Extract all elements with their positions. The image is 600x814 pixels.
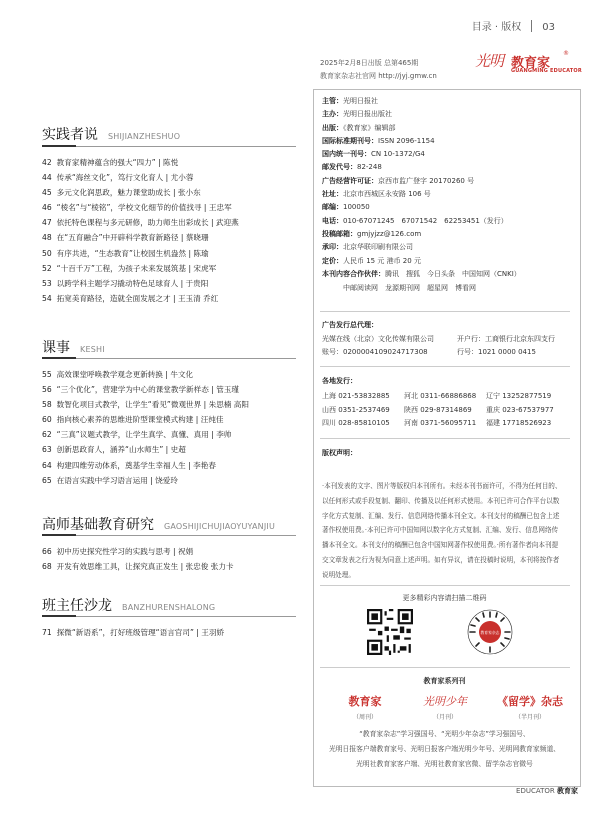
divider bbox=[320, 438, 570, 439]
qr-code-left[interactable] bbox=[367, 609, 413, 655]
qr-badge-text: 教育家杂志 bbox=[480, 630, 500, 635]
registered-mark: ® bbox=[563, 50, 569, 57]
toc-list-shijian bbox=[42, 155, 300, 306]
masthead-key: 邮发代号： bbox=[322, 163, 357, 172]
section-title-gaoshi bbox=[42, 514, 275, 534]
section-accent bbox=[42, 615, 76, 617]
toc-title: “十百千万”工程，为孩子未来发展筑基 | 宋虎军 bbox=[56, 263, 217, 273]
toc-page-number: 58 bbox=[42, 400, 52, 410]
section-pinyin: SHIJIANZHESHUO bbox=[108, 132, 181, 141]
section-title-banzhuren bbox=[42, 595, 215, 615]
masthead-info bbox=[322, 95, 572, 281]
toc-title: 开发有效思维工具，让探究真正发生 | 张忠俊 张力卡 bbox=[56, 562, 234, 572]
qr-code-right[interactable] bbox=[467, 609, 513, 655]
brand-english: GUANGMING EDUCATOR bbox=[511, 68, 582, 74]
masthead-key: 本刊内容合作伙伴： bbox=[322, 269, 385, 278]
masthead-key: 邮编： bbox=[322, 203, 343, 212]
masthead-row bbox=[322, 241, 572, 254]
footer-brand: 教育家 bbox=[557, 787, 578, 795]
toc-list-banzhuren bbox=[42, 625, 300, 640]
series-platforms bbox=[322, 727, 567, 772]
toc-title: 数智化项目式教学，让学生“看见”微观世界 | 朱思楠 高阳 bbox=[56, 400, 249, 410]
toc-page-number: 68 bbox=[42, 562, 52, 572]
toc-title: “三个优化”，营建学为中心的课堂教学新样态 | 管玉瑾 bbox=[56, 385, 239, 395]
distribution-contact: 上海 021-53832885 bbox=[322, 392, 390, 400]
toc-item[interactable] bbox=[42, 261, 300, 276]
series-title: 教育家系列刊 bbox=[423, 677, 466, 685]
header-section: 目录 · 版权 bbox=[471, 22, 522, 33]
toc-title: 多元文化润思政，魅力课堂助成长 | 张小东 bbox=[56, 188, 201, 198]
toc-page-number: 46 bbox=[42, 203, 52, 213]
masthead-row bbox=[322, 135, 572, 148]
masthead-value: 100050 bbox=[343, 203, 370, 212]
ad-agent-bank-no: 行号：1021 0000 0415 bbox=[457, 348, 536, 356]
masthead-value: 北京市西城区永安路 106 号 bbox=[343, 190, 431, 199]
masthead-row bbox=[322, 175, 572, 188]
toc-page-number: 60 bbox=[42, 415, 52, 425]
series-freq: （月刊） bbox=[432, 714, 457, 721]
toc-title: 在语言实践中学习语言运用 | 饶爱玲 bbox=[56, 475, 178, 485]
series-freq: （周刊） bbox=[352, 714, 377, 721]
ad-agent-bank: 开户行：工商银行北京东四支行 bbox=[457, 335, 555, 343]
toc-title: 构建四维劳动体系，奠基学生幸福人生 | 李艳春 bbox=[56, 460, 216, 470]
toc-title: 高效课堂呼唤教学观念更新转换 | 牛文化 bbox=[56, 370, 194, 379]
distribution-grid bbox=[322, 390, 568, 431]
series-mag-liuxue: 《留学》杂志 bbox=[497, 695, 563, 708]
ad-agent-account: 账号：0200004109024717308 bbox=[322, 348, 428, 356]
toc-item[interactable] bbox=[42, 427, 300, 442]
divider bbox=[320, 311, 570, 312]
distribution-title: 各地发行： bbox=[322, 377, 357, 385]
copyright-text: ·本刊发表的文字、图片等版权归本刊所有。未经本刊书面许可，不得为任何目的、以任何形式或手段复制、翻印、传播及以任何形式使用。本刊已许可合作平台以数字化方式复制、汇编、发行、信息网络传播本刊全文。本刊支付的稿酬已包含上述著作权使用费。·本刊已许可中国知网以数字化方式复制、汇编、发行、信息网络传播本刊全文。本刊支付的稿酬已包含中国知网著作权使用费。·所有著作者向本刊提交文章发表之行为视为同意上述声明。如有异议，请在投稿时说明，本刊将按作者说明处理。 bbox=[322, 482, 562, 579]
masthead-value: 82-248 bbox=[357, 163, 382, 172]
page-header bbox=[472, 18, 555, 33]
masthead-value: gmjyjzz@126.com bbox=[357, 229, 422, 238]
masthead-value: 北京华联印刷有限公司 bbox=[343, 243, 413, 252]
section-pinyin: BANZHURENSHALONG bbox=[122, 603, 216, 612]
toc-item[interactable] bbox=[42, 170, 300, 185]
section-divider bbox=[42, 146, 296, 147]
section-pinyin: KESHI bbox=[80, 345, 105, 354]
section-title-text: 高师基础教育研究 bbox=[42, 517, 154, 533]
masthead-row bbox=[322, 122, 572, 135]
masthead-value: ISSN 2096-1154 bbox=[378, 136, 435, 145]
toc-page-number: 50 bbox=[42, 248, 52, 258]
toc-page-number: 71 bbox=[42, 628, 52, 637]
toc-item[interactable] bbox=[42, 458, 300, 473]
ad-agent-company: 光媒在线（北京）文化传媒有限公司 bbox=[322, 335, 434, 343]
masthead-row bbox=[322, 201, 572, 214]
toc-item[interactable] bbox=[42, 276, 300, 291]
masthead-key: 主办： bbox=[322, 110, 343, 119]
toc-title: 创新思政育人，涵养“山水师生” | 史超 bbox=[56, 445, 186, 455]
toc-page-number: 53 bbox=[42, 278, 52, 288]
masthead-key: 出版： bbox=[322, 123, 343, 132]
masthead-key: 主管： bbox=[322, 97, 343, 105]
issue-info bbox=[320, 57, 437, 83]
masthead-key: 社址： bbox=[322, 190, 343, 199]
toc-page-number: 55 bbox=[42, 370, 52, 379]
series-platform-line: 光明日报客户端教育家号、光明日报客户端光明少年号、光明网教育家频道、 bbox=[328, 745, 561, 753]
distribution-contact: 四川 028-85810105 bbox=[322, 419, 390, 427]
toc-item[interactable] bbox=[42, 215, 300, 230]
masthead-row bbox=[322, 148, 572, 161]
section-title-text: 实践者说 bbox=[42, 127, 98, 143]
section-title-text: 课事 bbox=[42, 340, 70, 356]
toc-item[interactable] bbox=[42, 544, 300, 559]
masthead-row bbox=[322, 161, 572, 174]
toc-page-number: 66 bbox=[42, 547, 52, 556]
section-title-text: 班主任沙龙 bbox=[42, 598, 112, 614]
page-number: 03 bbox=[542, 22, 555, 33]
divider bbox=[320, 667, 570, 668]
distribution-row bbox=[322, 404, 568, 418]
distribution-contact: 河北 0311-66886868 bbox=[404, 392, 477, 400]
distribution-contact: 重庆 023-67537977 bbox=[486, 405, 554, 414]
toc-item[interactable] bbox=[42, 185, 300, 200]
issue-website: 教育家杂志社官网 http://jyj.gmw.cn bbox=[320, 72, 437, 80]
toc-item[interactable] bbox=[42, 412, 300, 427]
masthead-value: CN 10-1372/G4 bbox=[371, 150, 425, 159]
qr-code-icon bbox=[367, 609, 413, 655]
series-mag-jiaoyujia: 教育家 bbox=[348, 695, 382, 708]
masthead-key: 电话： bbox=[322, 216, 343, 225]
toc-page-number: 56 bbox=[42, 385, 52, 395]
distribution-row bbox=[322, 417, 568, 431]
masthead-value: 光明日报出版社 bbox=[343, 110, 392, 119]
distribution-contact: 辽宁 13252877519 bbox=[486, 392, 552, 400]
masthead-value: 《教育家》编辑部 bbox=[343, 123, 396, 132]
copyright-title: 版权声明： bbox=[322, 449, 357, 457]
section-divider bbox=[42, 535, 296, 536]
toc-item[interactable] bbox=[42, 291, 300, 306]
divider bbox=[320, 585, 570, 586]
masthead-key: 国内统一刊号： bbox=[322, 150, 371, 159]
series-platform-line: 光明社教育家客户端、光明社教育家官微、留学杂志官微号 bbox=[356, 760, 533, 768]
toc-title: 探微“新语系”，打好班级管理“语言官司” | 王羽娇 bbox=[56, 628, 225, 637]
toc-title: “三真”议题式教学，让学生真学、真懂、真用 | 李帅 bbox=[56, 430, 232, 440]
partners-line2: 中邮阅读网 龙源期刊网 超星网 博看网 bbox=[343, 284, 476, 292]
toc-page-number: 42 bbox=[42, 158, 52, 167]
distribution-contact: 山西 0351-2537469 bbox=[322, 405, 390, 414]
page-footer bbox=[516, 786, 578, 796]
section-accent bbox=[42, 145, 76, 147]
header-divider bbox=[531, 20, 532, 32]
brand-calligraphy: 光明 bbox=[475, 52, 504, 70]
toc-item[interactable] bbox=[42, 230, 300, 245]
toc-title: 拓宽美育路径，造就全面发展之才 | 王玉清 乔红 bbox=[56, 293, 219, 303]
toc-title: 以跨学科主题学习撬动特色足球育人 | 于贵阳 bbox=[56, 278, 209, 288]
masthead-row bbox=[322, 228, 572, 241]
masthead-key: 投稿邮箱： bbox=[322, 229, 357, 238]
toc-title: 依托特色课程与多元研修，助力师生出彩成长 | 武迎燕 bbox=[56, 218, 239, 228]
toc-page-number: 63 bbox=[42, 445, 52, 455]
toc-title: 在“五育融合”中开辟科学教育新路径 | 蔡晓珊 bbox=[56, 233, 209, 243]
masthead-value: 腾讯 搜狐 今日头条 中国知网（CNKI） bbox=[385, 269, 521, 278]
toc-page-number: 44 bbox=[42, 173, 52, 183]
masthead-value: 人民币 15 元 港币 20 元 bbox=[343, 256, 421, 265]
toc-title: 初中历史探究性学习的实践与思考 | 祝娟 bbox=[56, 547, 194, 556]
footer-label: EDUCATOR bbox=[516, 787, 555, 795]
mini-program-code-icon bbox=[467, 609, 513, 655]
toc-page-number: 64 bbox=[42, 460, 52, 470]
toc-item[interactable] bbox=[42, 200, 300, 215]
series-mag-guangming-shaonian: 光明少年 bbox=[423, 695, 467, 708]
toc-page-number: 65 bbox=[42, 475, 52, 485]
toc-title: “棱名”与“棱铭”，学校文化细节的价值找寻 | 王忠军 bbox=[56, 203, 232, 213]
masthead-value: 京西市监广登字 20170260 号 bbox=[378, 176, 475, 185]
toc-item[interactable] bbox=[42, 442, 300, 457]
masthead-key: 定价： bbox=[322, 256, 343, 265]
toc-page-number: 48 bbox=[42, 233, 52, 243]
brand-logo bbox=[475, 50, 582, 82]
masthead-key: 承印： bbox=[322, 243, 343, 252]
toc-page-number: 52 bbox=[42, 263, 52, 273]
masthead-key: 广告经营许可证： bbox=[322, 176, 378, 185]
section-accent bbox=[42, 357, 76, 359]
toc-item[interactable] bbox=[42, 382, 300, 397]
toc-page-number: 54 bbox=[42, 293, 52, 303]
distribution-contact: 陕西 029-87314869 bbox=[404, 405, 472, 414]
section-accent bbox=[42, 534, 76, 536]
toc-title: 传承“海丝文化”，笃行文化育人 | 尤小蓉 bbox=[56, 173, 194, 183]
brand-name: 教育家 bbox=[511, 56, 551, 71]
distribution-row bbox=[322, 390, 568, 404]
toc-item[interactable] bbox=[42, 473, 300, 488]
toc-item[interactable] bbox=[42, 246, 300, 261]
toc-title: 教育家精神蕴含的强大“四力” | 陈悦 bbox=[56, 158, 179, 167]
toc-item[interactable] bbox=[42, 155, 300, 170]
masthead-value: 010-67071245 67071542 62253451（发行） bbox=[343, 216, 508, 225]
toc-item[interactable] bbox=[42, 397, 300, 412]
masthead-row bbox=[322, 108, 572, 121]
masthead-row bbox=[322, 188, 572, 201]
toc-item[interactable] bbox=[42, 559, 300, 574]
section-title-keshi bbox=[42, 337, 105, 357]
toc-title: 有序共进，“生态教育”让校园生机盎然 | 陈瑜 bbox=[56, 248, 209, 258]
masthead-row bbox=[322, 215, 572, 228]
masthead-key: 国际标准期刊号： bbox=[322, 136, 378, 145]
section-divider bbox=[42, 616, 296, 617]
masthead-value: 光明日报社 bbox=[343, 97, 378, 105]
distribution-contact: 福建 17718526923 bbox=[486, 419, 552, 427]
section-title-shijian bbox=[42, 124, 180, 144]
series-freq: （半月刊） bbox=[514, 714, 545, 721]
masthead-row bbox=[322, 255, 572, 268]
toc-list-keshi bbox=[42, 367, 300, 488]
divider bbox=[320, 366, 570, 367]
distribution-contact: 河南 0371-56095711 bbox=[404, 419, 477, 427]
toc-page-number: 45 bbox=[42, 188, 52, 198]
section-divider bbox=[42, 358, 296, 359]
toc-item[interactable] bbox=[42, 625, 300, 640]
series-platform-line: “教育家杂志”学习强国号、“光明少年杂志”学习强国号、 bbox=[359, 730, 530, 738]
issue-date: 2025年2月8日出版 总第465期 bbox=[320, 59, 419, 67]
qr-title: 更多精彩内容请扫描二维码 bbox=[402, 594, 487, 602]
toc-page-number: 62 bbox=[42, 430, 52, 440]
toc-page-number: 47 bbox=[42, 218, 52, 228]
toc-item[interactable] bbox=[42, 367, 300, 382]
masthead-row bbox=[322, 268, 572, 281]
section-pinyin: GAOSHIJICHUJIAOYUYANJIU bbox=[164, 522, 276, 531]
ad-agent-title: 广告发行总代理： bbox=[322, 321, 378, 329]
toc-list-gaoshi bbox=[42, 544, 300, 574]
toc-title: 指向核心素养的思维进阶型课堂模式构建 | 汪纯佳 bbox=[56, 415, 224, 425]
masthead-row bbox=[322, 95, 572, 108]
